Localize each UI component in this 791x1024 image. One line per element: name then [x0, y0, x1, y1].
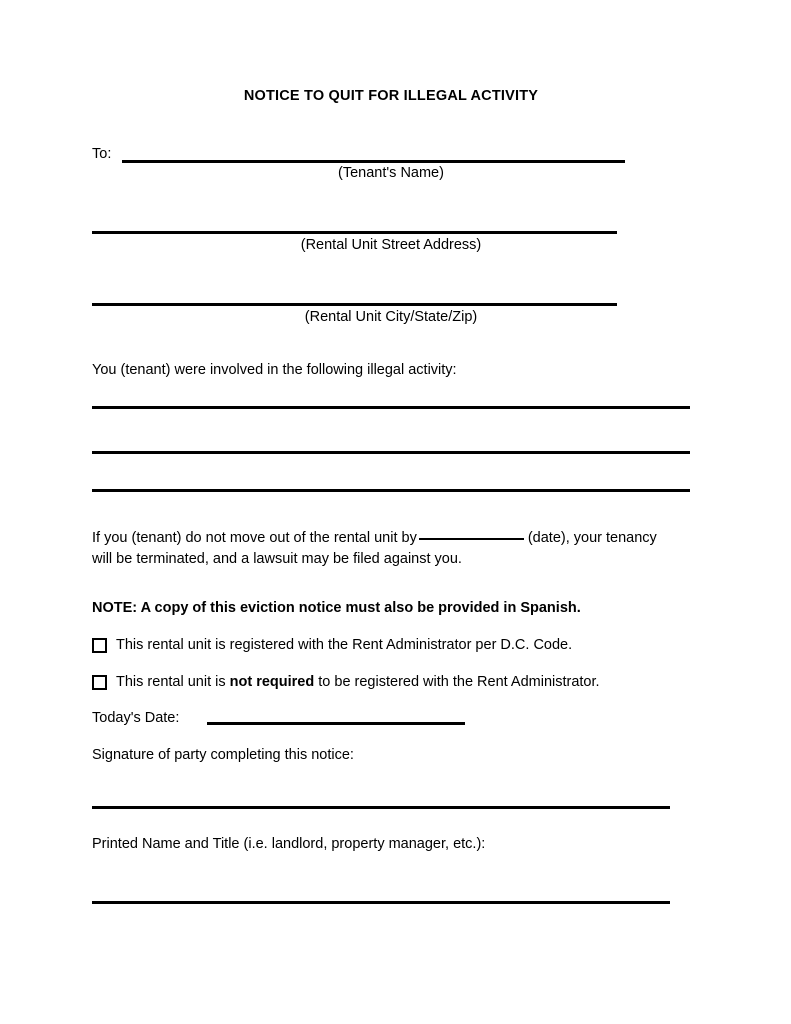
- termination-paragraph: [92, 528, 662, 570]
- termination-text-after: (date), your tenancy will be terminated, and a lawsuit may be filed against you.: [92, 530, 657, 567]
- registration-option-registered[interactable]: [92, 637, 572, 653]
- printed-name-field[interactable]: [92, 901, 670, 904]
- registration-option-not-required-label: [116, 674, 600, 690]
- option2-suffix: to be registered with the Rent Administrator.: [314, 674, 600, 690]
- spanish-copy-note: NOTE: A copy of this eviction notice must also be provided in Spanish.: [92, 600, 581, 616]
- city-state-zip-caption: (Rental Unit City/State/Zip): [304, 309, 478, 325]
- option2-emphasis: not required: [229, 674, 315, 690]
- signature-label: Signature of party completing this notice:: [92, 747, 354, 763]
- option2-prefix: This rental unit is: [116, 674, 230, 690]
- todays-date-field[interactable]: [207, 722, 465, 725]
- registration-option-registered-label: This rental unit is registered with the Rent Administrator per D.C. Code.: [116, 637, 573, 653]
- termination-text-before: If you (tenant) do not move out of the rental unit by: [92, 530, 417, 546]
- registration-option-not-required[interactable]: [92, 674, 600, 690]
- activity-line-1[interactable]: [92, 406, 690, 409]
- city-state-zip-field[interactable]: [92, 303, 617, 306]
- tenant-name-caption: (Tenant's Name): [338, 165, 444, 181]
- activity-line-3[interactable]: [92, 489, 690, 492]
- activity-line-2[interactable]: [92, 451, 690, 454]
- street-address-caption: (Rental Unit Street Address): [300, 237, 482, 253]
- page-title: NOTICE TO QUIT FOR ILLEGAL ACTIVITY: [243, 88, 539, 104]
- checkbox-icon[interactable]: [92, 638, 107, 653]
- todays-date-label: Today's Date:: [92, 710, 180, 726]
- signature-field[interactable]: [92, 806, 670, 809]
- printed-name-label: Printed Name and Title (i.e. landlord, property manager, etc.):: [92, 836, 486, 852]
- tenant-name-field[interactable]: [122, 160, 625, 163]
- street-address-field[interactable]: [92, 231, 617, 234]
- to-label: To:: [92, 146, 112, 162]
- termination-date-field[interactable]: [419, 538, 524, 540]
- checkbox-icon[interactable]: [92, 675, 107, 690]
- illegal-activity-prompt: You (tenant) were involved in the following illegal activity:: [92, 362, 457, 378]
